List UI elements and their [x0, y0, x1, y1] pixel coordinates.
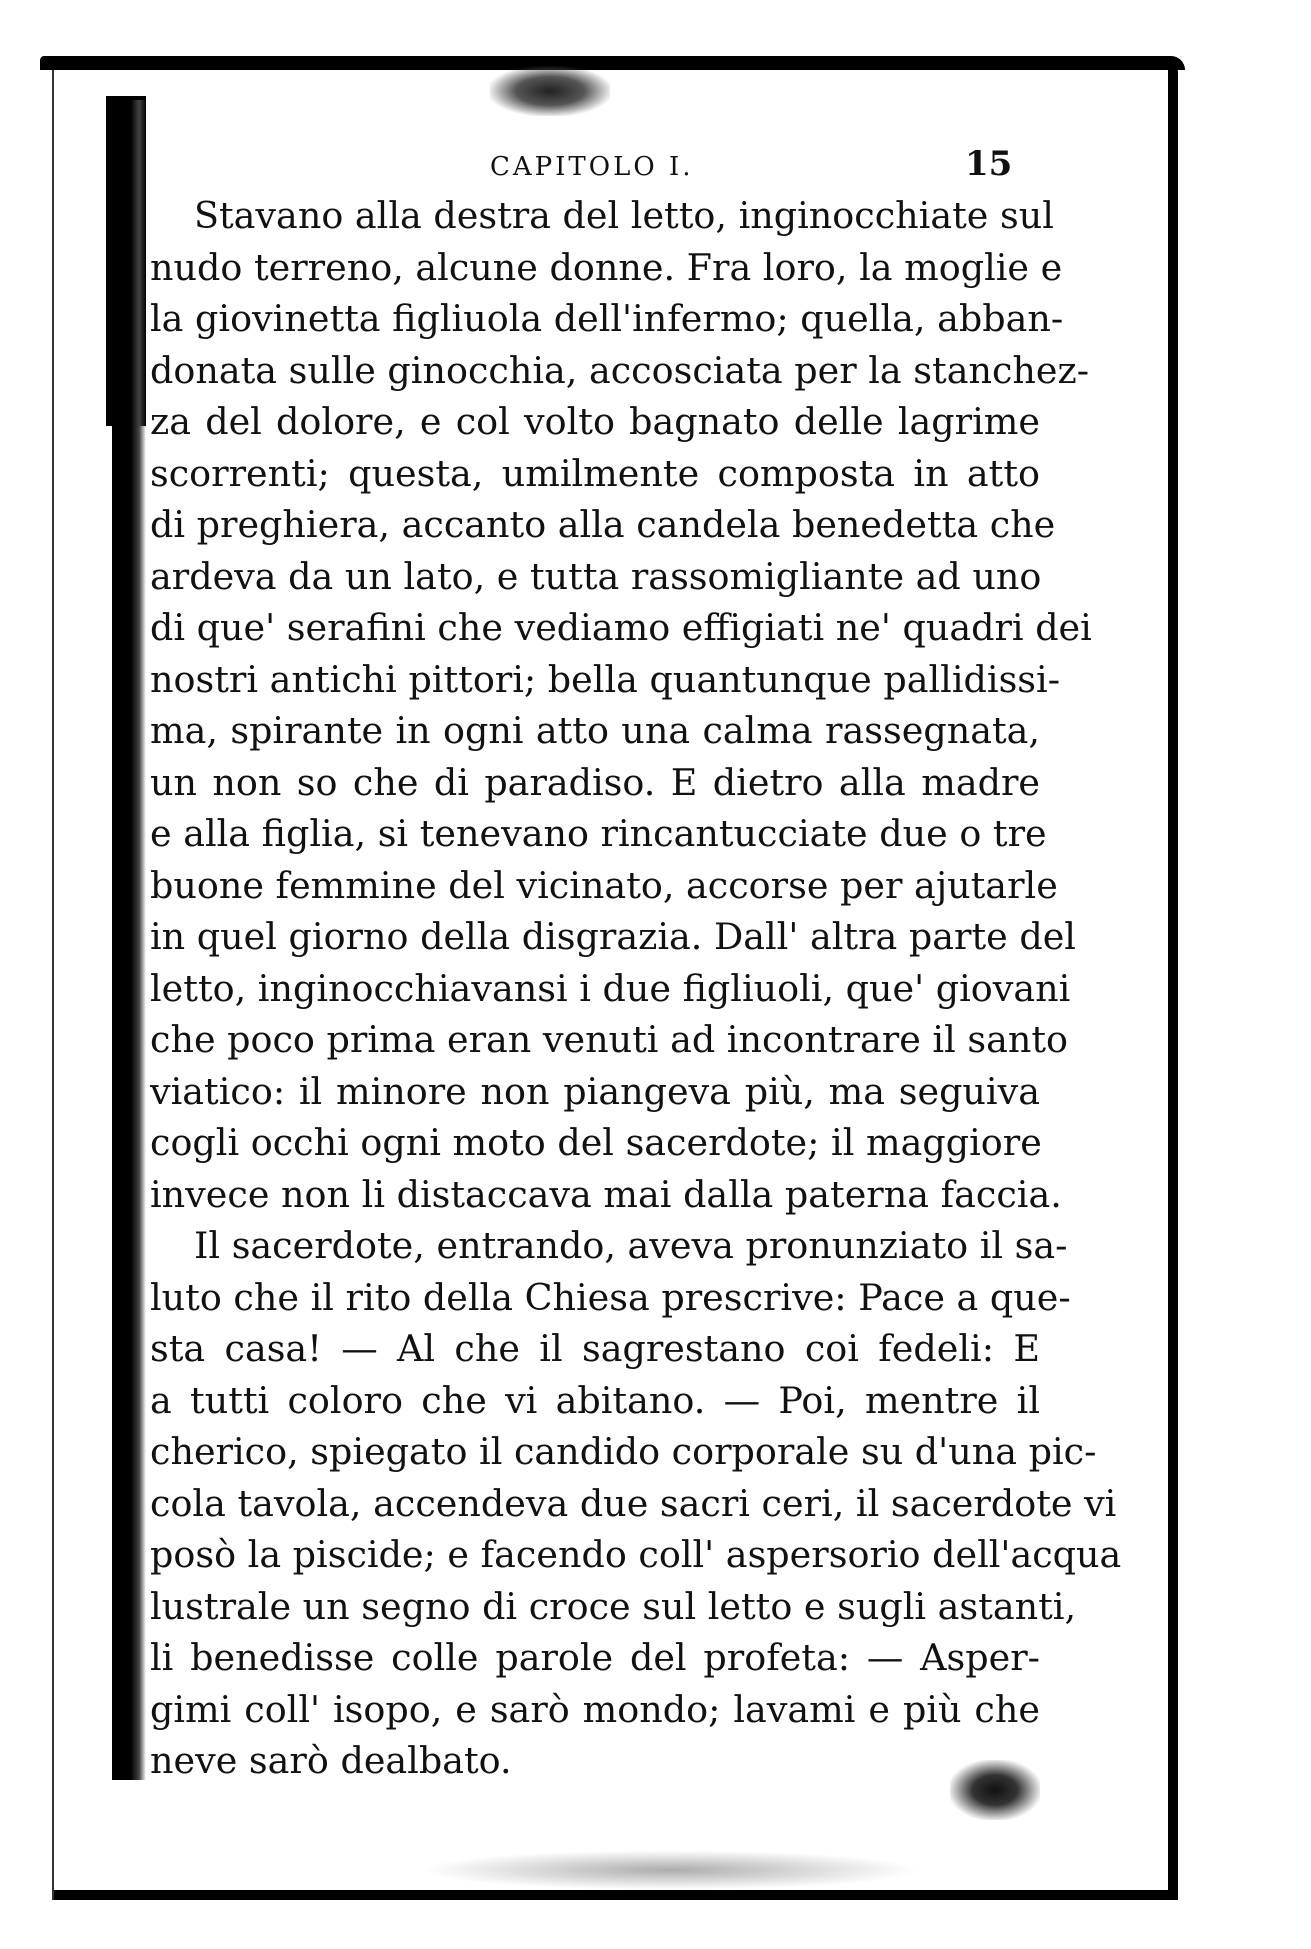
page-number: 15 — [965, 144, 1013, 184]
text-line: ma, spirante in ogni atto una calma rassegnata, — [150, 709, 1040, 752]
text-line: in quel giorno della disgrazia. Dall' altra parte del — [150, 915, 1076, 958]
text-line: lustrale un segno di croce sul letto e sugli astanti, — [150, 1584, 1077, 1628]
text-line: invece non li distaccava mai dalla paterna faccia. — [150, 1172, 1062, 1216]
text-line: di que' serafini che vediamo effigiati ne' quadri dei — [150, 606, 1092, 649]
page-edge-right — [1168, 62, 1178, 1900]
text-line: cola tavola, accendeva due sacri ceri, il sacerdote vi — [150, 1481, 1117, 1525]
text-line: cherico, spiegato il candido corporale su d'una pic- — [150, 1430, 1097, 1473]
text-line: li benedisse colle parole del profeta: — Asper- — [150, 1636, 1040, 1679]
scan-smudge-bottom — [420, 1850, 920, 1890]
text-line: cogli occhi ogni moto del sacerdote; il maggiore — [150, 1121, 1042, 1164]
page-edge-left — [52, 70, 54, 1900]
text-line: posò la piscide; e facendo coll' aspersorio dell'acqua — [150, 1533, 1122, 1576]
text-line: donata sulle ginocchia, accosciata per la stanchez- — [150, 348, 1090, 392]
text-line: un non so che di paradiso. E dietro alla madre — [150, 760, 1040, 804]
text-line: a tutti coloro che vi abitano. — Poi, mentre il — [150, 1378, 1040, 1422]
page-body — [150, 140, 1122, 1787]
text-line: scorrenti; questa, umilmente composta in atto — [150, 451, 1040, 495]
text-line: viatico: il minore non piangeva più, ma seguiva — [150, 1069, 1040, 1113]
text-line: sta casa! — Al che il sagrestano coi fedeli: E — [150, 1327, 1040, 1370]
text-line: nostri antichi pittori; bella quantunque pallidissi- — [150, 657, 1061, 701]
text-line: che poco prima eran venuti ad incontrare il santo — [150, 1018, 1069, 1061]
text-line: buone femmine del vicinato, accorse per ajutarle — [150, 863, 1058, 907]
text-block — [150, 190, 1122, 1787]
text-line: za del dolore, e col volto bagnato delle lagrime — [150, 400, 1040, 443]
text-line: Stavano alla destra del letto, inginocchiate sul — [194, 194, 1054, 237]
scan-smudge-top — [490, 66, 610, 116]
text-line: luto che il rito della Chiesa prescrive: Pace a que- — [150, 1275, 1071, 1319]
text-line: letto, inginocchiavansi i due figliuoli, que' giovani — [150, 966, 1071, 1010]
running-head — [150, 140, 1040, 190]
text-line: la giovinetta figliuola dell'infermo; quella, abban- — [150, 297, 1064, 340]
text-line: ardeva da un lato, e tutta rassomigliante ad uno — [150, 554, 1042, 598]
text-line: nudo terreno, alcune donne. Fra loro, la moglie e — [150, 245, 1063, 289]
text-line: gimi coll' isopo, e sarò mondo; lavami e più che — [150, 1687, 1040, 1731]
text-line: e alla figlia, si tenevano rincantucciate due o tre — [150, 812, 1047, 855]
page-edge-bottom — [52, 1890, 1178, 1900]
chapter-heading: CAPITOLO I. — [490, 152, 694, 182]
binding-shadow — [112, 100, 146, 1780]
page-edge-top — [40, 56, 1185, 70]
text-line: di preghiera, accanto alla candela benedetta che — [150, 503, 1056, 546]
text-line: neve sarò dealbato. — [150, 1739, 512, 1782]
text-line: Il sacerdote, entrando, aveva pronunziato il sa- — [194, 1224, 1068, 1267]
